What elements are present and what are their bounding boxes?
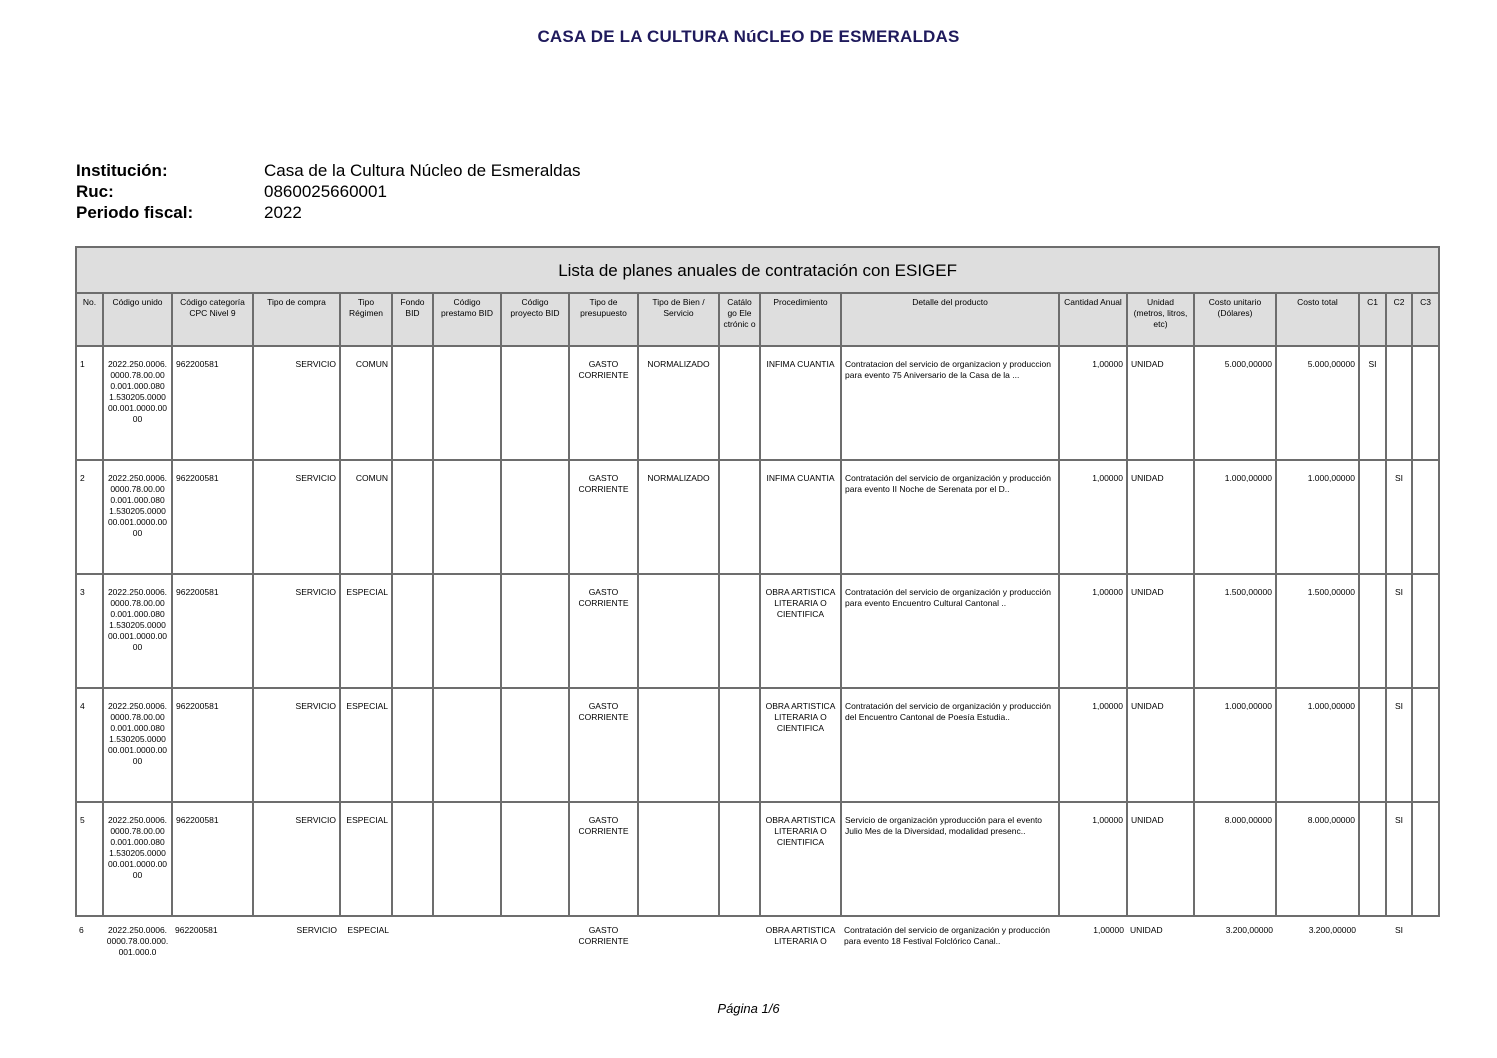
presupuesto-cell: GASTO CORRIENTE [569, 688, 638, 802]
regimen-cell: COMUN [340, 460, 392, 574]
cpc-code-cell: 962200581 [175, 925, 218, 935]
tipo-bien-cell [638, 802, 719, 916]
column-header: C3 [1412, 293, 1439, 346]
regimen-cell: ESPECIAL [340, 802, 392, 916]
costo-total-cell: 8.000,00000 [1276, 802, 1359, 916]
cpc-code-cell: 962200581 [172, 574, 253, 688]
procedimiento-cell: OBRA ARTISTICA LITERARIA O CIENTIFICA [760, 688, 841, 802]
costo-unitario-cell: 8.000,00000 [1194, 802, 1276, 916]
fondo-bid-cell [392, 346, 433, 460]
c3-cell [1412, 688, 1439, 802]
fondo-bid-cell [392, 574, 433, 688]
table-row [76, 346, 1439, 460]
column-header: C2 [1386, 293, 1412, 346]
table-caption: Lista de planes anuales de contratación con ESIGEF [76, 247, 1439, 293]
column-header: Tipo de compra [253, 293, 340, 346]
c3-cell [1412, 802, 1439, 916]
detalle-cell: Contratación del servicio de organización y producción para evento 18 Festival Folclórico Canal.. [844, 925, 1051, 946]
table-body [76, 346, 1439, 967]
c1-cell [1359, 802, 1386, 916]
proyecto-bid-cell [501, 688, 569, 802]
proyecto-bid-cell [501, 916, 569, 967]
costo-total-cell: 1.500,00000 [1276, 574, 1359, 688]
column-header: Tipo de presupuesto [569, 293, 638, 346]
c2-cell: SI [1386, 688, 1412, 802]
contracting-plan-table [75, 246, 1440, 967]
row-number: 3 [76, 574, 103, 688]
prestamo-bid-cell [433, 574, 501, 688]
column-header: Código categoría CPC Nivel 9 [172, 293, 253, 346]
row-number: 4 [76, 688, 103, 802]
table-header-row [76, 293, 1439, 346]
c3-cell [1412, 460, 1439, 574]
column-header: Código prestamo BID [433, 293, 501, 346]
row-number: 2 [76, 460, 103, 574]
proyecto-bid-cell [501, 346, 569, 460]
detalle-cell: Contratación del servicio de organización y producción para evento II Noche de Serenata por el D.. [841, 460, 1059, 574]
c3-cell [1412, 346, 1439, 460]
meta-value: Casa de la Cultura Núcleo de Esmeraldas [264, 160, 581, 180]
tipo-bien-cell [638, 574, 719, 688]
detalle-cell: Contratación del servicio de organización y producción para evento Encuentro Cultural Cantonal .. [841, 574, 1059, 688]
procedimiento-cell: OBRA ARTISTICA LITERARIA O [765, 925, 836, 946]
proyecto-bid-cell [501, 574, 569, 688]
fondo-bid-cell [392, 688, 433, 802]
cantidad-cell: 1,00000 [1059, 460, 1127, 574]
costo-total-cell: 1.000,00000 [1276, 460, 1359, 574]
meta-value: 2022 [264, 202, 302, 222]
presupuesto-cell: GASTO CORRIENTE [569, 460, 638, 574]
codigo-unido-cell: 2022.250.0006.0000.78.00.000.001.000.0801.530205.000000.001.0000.0000 [103, 460, 172, 574]
catalogo-cell [719, 346, 760, 460]
meta-label: Periodo fiscal: [76, 202, 194, 222]
unidad-cell: UNIDAD [1127, 802, 1194, 916]
unidad-cell: UNIDAD [1127, 574, 1194, 688]
tipo-compra-cell: SERVICIO [253, 688, 340, 802]
catalogo-cell [719, 574, 760, 688]
c1-cell [1359, 574, 1386, 688]
procedimiento-cell: OBRA ARTISTICA LITERARIA O CIENTIFICA [760, 574, 841, 688]
detalle-cell: Servicio de organización yproducción para el evento Julio Mes de la Diversidad, modalidad presenc.. [841, 802, 1059, 916]
table-row [76, 916, 1439, 967]
contracting-plan-table-wrapper [75, 246, 1437, 967]
regimen-cell: ESPECIAL [340, 574, 392, 688]
column-header: Código unido [103, 293, 172, 346]
detalle-cell: Contratacion del servicio de organizacion y produccion para evento 75 Aniversario de la Casa de la ... [841, 346, 1059, 460]
prestamo-bid-cell [433, 460, 501, 574]
tipo-compra-cell: SERVICIO [253, 460, 340, 574]
tipo-bien-cell: NORMALIZADO [638, 460, 719, 574]
fondo-bid-cell [392, 460, 433, 574]
column-header: Costo unitario (Dólares) [1194, 293, 1276, 346]
column-header: Procedimiento [760, 293, 841, 346]
table-row [76, 460, 1439, 574]
column-header: Tipo Régimen [340, 293, 392, 346]
document-title: CASA DE LA CULTURA NúCLEO DE ESMERALDAS [537, 27, 960, 46]
prestamo-bid-cell [433, 688, 501, 802]
c2-cell: SI [1386, 574, 1412, 688]
unidad-cell: UNIDAD [1127, 346, 1194, 460]
c1-cell [1359, 916, 1386, 967]
c3-cell [1412, 574, 1439, 688]
document-metadata [76, 160, 581, 223]
tipo-compra-cell: SERVICIO [253, 574, 340, 688]
cpc-code-cell: 962200581 [172, 802, 253, 916]
cantidad-cell: 1,00000 [1059, 346, 1127, 460]
column-header: Catálo go Ele ctrónic o [719, 293, 760, 346]
codigo-unido-cell: 2022.250.0006.0000.78.00.000.001.000.0801.530205.000000.001.0000.0000 [103, 346, 172, 460]
cantidad-cell: 1,00000 [1059, 802, 1127, 916]
column-header: No. [76, 293, 103, 346]
costo-unitario-cell: 3.200,00000 [1225, 925, 1273, 935]
c2-cell: SI [1394, 925, 1404, 935]
procedimiento-cell: INFIMA CUANTIA [760, 346, 841, 460]
proyecto-bid-cell [501, 460, 569, 574]
codigo-unido-cell: 2022.250.0006.0000.78.00.000.001.000.0 [106, 925, 169, 957]
row-number: 1 [76, 346, 103, 460]
tipo-bien-cell [638, 688, 719, 802]
catalogo-cell [719, 916, 760, 967]
costo-unitario-cell: 1.000,00000 [1194, 460, 1276, 574]
c2-cell: SI [1386, 460, 1412, 574]
presupuesto-cell: GASTO CORRIENTE [569, 346, 638, 460]
prestamo-bid-cell [433, 916, 501, 967]
table-row [76, 574, 1439, 688]
table-row [76, 802, 1439, 916]
meta-label: Institución: [76, 160, 168, 180]
tipo-bien-cell [638, 916, 719, 967]
procedimiento-cell: INFIMA CUANTIA [760, 460, 841, 574]
meta-label: Ruc: [76, 181, 114, 201]
prestamo-bid-cell [433, 346, 501, 460]
column-header: Código proyecto BID [501, 293, 569, 346]
meta-row-ruc [76, 181, 581, 202]
cantidad-cell: 1,00000 [1059, 688, 1127, 802]
costo-unitario-cell: 5.000,00000 [1194, 346, 1276, 460]
fondo-bid-cell [392, 916, 433, 967]
c2-cell [1386, 346, 1412, 460]
presupuesto-cell: GASTO CORRIENTE [578, 925, 629, 946]
c1-cell [1359, 460, 1386, 574]
cantidad-cell: 1,00000 [1093, 925, 1124, 935]
unidad-cell: UNIDAD [1127, 688, 1194, 802]
proyecto-bid-cell [501, 802, 569, 916]
regimen-cell: ESPECIAL [340, 688, 392, 802]
catalogo-cell [719, 688, 760, 802]
costo-unitario-cell: 1.000,00000 [1194, 688, 1276, 802]
catalogo-cell [719, 460, 760, 574]
regimen-cell: ESPECIAL [347, 925, 389, 935]
c2-cell: SI [1386, 802, 1412, 916]
c3-cell [1412, 916, 1439, 967]
table-row [76, 688, 1439, 802]
unidad-cell: UNIDAD [1130, 925, 1163, 935]
costo-total-cell: 1.000,00000 [1276, 688, 1359, 802]
presupuesto-cell: GASTO CORRIENTE [569, 574, 638, 688]
column-header: C1 [1359, 293, 1386, 346]
page-number: Página 1/6 [717, 1001, 780, 1016]
meta-row-institucion [76, 160, 581, 181]
column-header: Fondo BID [392, 293, 433, 346]
column-header: Detalle del producto [841, 293, 1059, 346]
codigo-unido-cell: 2022.250.0006.0000.78.00.000.001.000.0801.530205.000000.001.0000.0000 [103, 802, 172, 916]
presupuesto-cell: GASTO CORRIENTE [569, 802, 638, 916]
cpc-code-cell: 962200581 [172, 688, 253, 802]
costo-total-cell: 5.000,00000 [1276, 346, 1359, 460]
tipo-compra-cell: SERVICIO [253, 346, 340, 460]
regimen-cell: COMUN [340, 346, 392, 460]
column-header: Tipo de Bien / Servicio [638, 293, 719, 346]
detalle-cell: Contratación del servicio de organización y producción del Encuentro Cantonal de Poesía Estudia.. [841, 688, 1059, 802]
cpc-code-cell: 962200581 [172, 346, 253, 460]
column-header: Unidad (metros, litros, etc) [1127, 293, 1194, 346]
meta-value: 0860025660001 [264, 181, 387, 201]
costo-unitario-cell: 1.500,00000 [1194, 574, 1276, 688]
c1-cell [1359, 688, 1386, 802]
tipo-compra-cell: SERVICIO [253, 802, 340, 916]
costo-total-cell: 3.200,00000 [1308, 925, 1356, 935]
cpc-code-cell: 962200581 [172, 460, 253, 574]
tipo-bien-cell: NORMALIZADO [638, 346, 719, 460]
catalogo-cell [719, 802, 760, 916]
column-header: Costo total [1276, 293, 1359, 346]
unidad-cell: UNIDAD [1127, 460, 1194, 574]
row-number: 5 [76, 802, 103, 916]
c1-cell: SI [1359, 346, 1386, 460]
meta-row-periodo [76, 202, 581, 223]
fondo-bid-cell [392, 802, 433, 916]
procedimiento-cell: OBRA ARTISTICA LITERARIA O CIENTIFICA [760, 802, 841, 916]
prestamo-bid-cell [433, 802, 501, 916]
row-number: 6 [79, 925, 84, 935]
cantidad-cell: 1,00000 [1059, 574, 1127, 688]
codigo-unido-cell: 2022.250.0006.0000.78.00.000.001.000.0801.530205.000000.001.0000.0000 [103, 574, 172, 688]
codigo-unido-cell: 2022.250.0006.0000.78.00.000.001.000.0801.530205.000000.001.0000.0000 [103, 688, 172, 802]
tipo-compra-cell: SERVICIO [296, 925, 337, 935]
column-header: Cantidad Anual [1059, 293, 1127, 346]
